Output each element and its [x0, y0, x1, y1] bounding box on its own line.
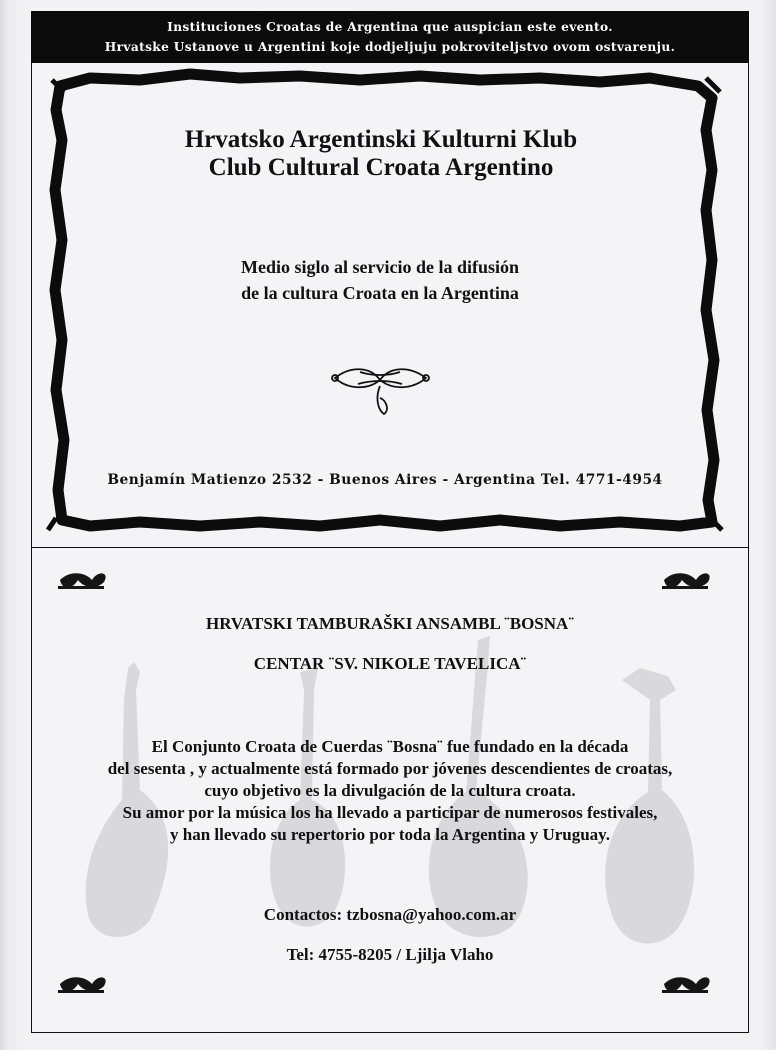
ensemble-center: CENTAR ¨SV. NIKOLE TAVELICA¨ — [253, 654, 527, 673]
club-name-spanish: Club Cultural Croata Argentino — [208, 154, 554, 181]
club-motto-line: Medio siglo al servicio de la difusión — [240, 257, 519, 277]
club-address: Benjamín Matienzo 2532 - Buenos Aires - Argentina Tel. 4771-4954 — [107, 472, 663, 488]
floral-corner-ornament-icon — [58, 573, 106, 589]
club-motto — [150, 254, 610, 306]
club-motto-line: de la cultura Croata en la Argentina — [241, 283, 519, 303]
section-divider — [31, 547, 749, 548]
flourish-ornament-icon — [332, 369, 429, 414]
ensemble-description — [50, 736, 730, 846]
club-name — [96, 126, 666, 182]
banner-line-croatian: Hrvatske Ustanove u Argentini koje dodjeljuju pokroviteljstvo ovom ostvarenju. — [104, 40, 676, 54]
club-name-croatian: Hrvatsko Argentinski Kulturni Klub — [184, 126, 578, 153]
description-line: cuyo objetivo es la divulgación de la cultura croata. — [204, 781, 576, 800]
description-line: El Conjunto Croata de Cuerdas ¨Bosna¨ fue fundado en la década — [151, 737, 629, 756]
ensemble-name: HRVATSKI TAMBURAŠKI ANSAMBL ¨BOSNA¨ — [206, 614, 574, 633]
floral-corner-ornament-icon — [662, 573, 710, 589]
floral-corner-ornament-icon — [662, 977, 710, 993]
description-line: del sesenta , y actualmente está formado por jóvenes descendientes de croatas, — [107, 759, 673, 778]
floral-corner-ornament-icon — [58, 977, 106, 993]
description-line: y han llevado su repertorio por toda la Argentina y Uruguay. — [170, 825, 610, 844]
banner-line-spanish: Instituciones Croatas de Argentina que auspician este evento. — [167, 20, 613, 34]
ensemble-telephone: Tel: 4755-8205 / Ljilja Vlaho — [286, 945, 494, 964]
description-line: Su amor por la música los ha llevado a participar de numerosos festivales, — [122, 803, 658, 822]
ensemble-contact: Contactos: tzbosna@yahoo.com.ar — [263, 905, 517, 924]
